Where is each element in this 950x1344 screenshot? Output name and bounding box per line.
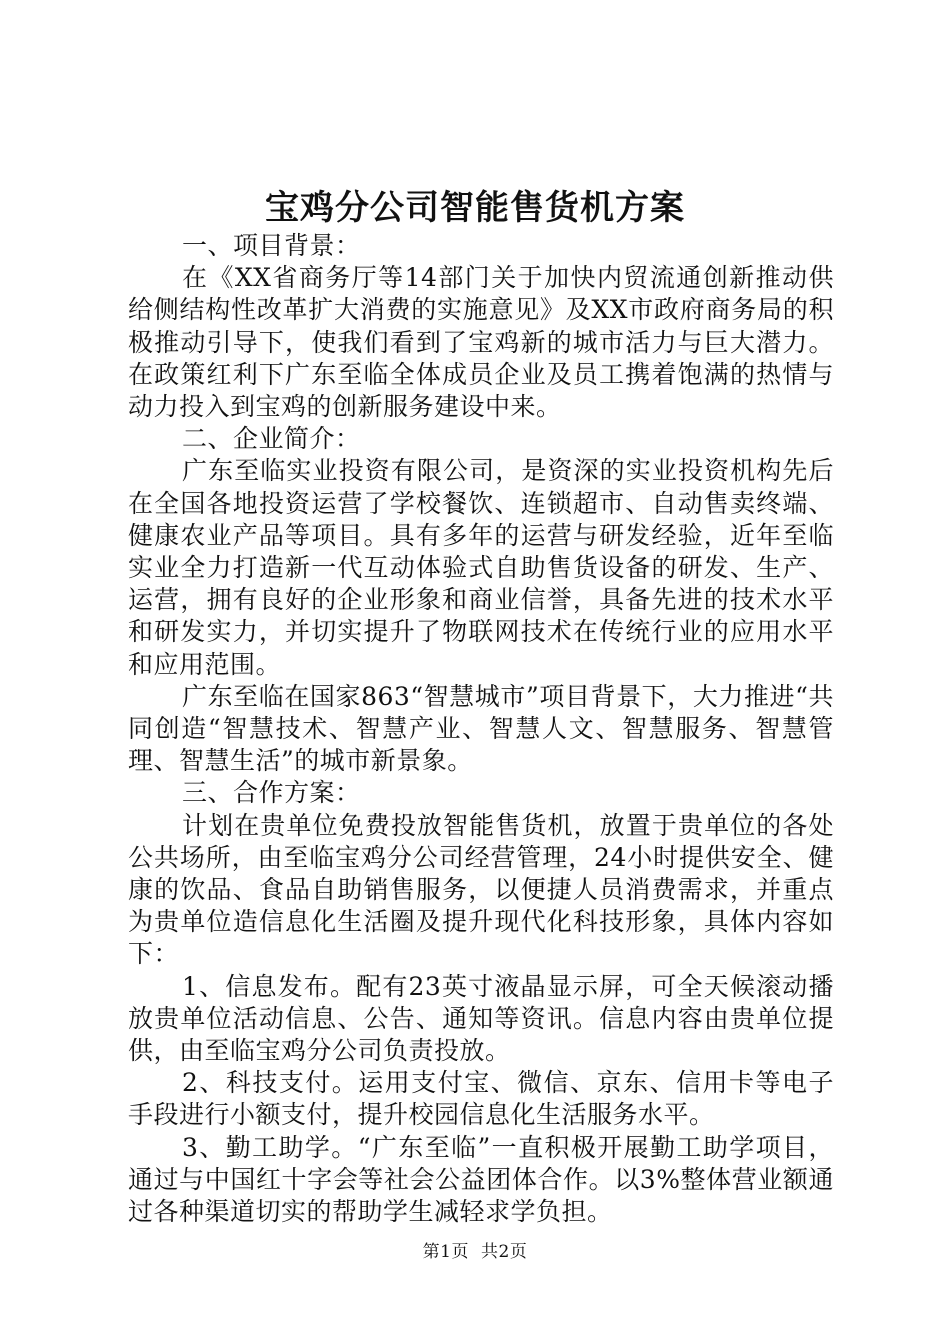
document-body	[128, 230, 834, 1228]
list-item-tech-payment: 2、科技支付。运用支付宝、微信、京东、信用卡等电子手段进行小额支付，提升校园信息化生活服务水平。	[128, 1068, 834, 1130]
list-item-work-study: 3、勤工助学。“广东至临”一直积极开展勤工助学项目，通过与中国红十字会等社会公益团体合作。以3%整体营业额通过各种渠道切实的帮助学生减轻求学负担。	[128, 1132, 834, 1227]
page-number-current: 第1页	[422, 1242, 469, 1262]
paragraph-company-intro: 广东至临实业投资有限公司，是资深的实业投资机构先后在全国各地投资运营了学校餐饮、连锁超市、自动售卖终端、健康农业产品等项目。具有多年的运营与研发经验，近年至临实业全力打造新一代互动体验式自助售货设备的研发、生产、运营，拥有良好的企业形象和商业信誉，具备先进的技术水平和研发实力，并切实提升了物联网技术在传统行业的应用水平和应用范围。	[128, 456, 834, 679]
page-number-total: 共2页	[481, 1242, 528, 1262]
paragraph-background: 在《XX省商务厅等14部门关于加快内贸流通创新推动供给侧结构性改革扩大消费的实施意见》及XX市政府商务局的积极推动引导下，使我们看到了宝鸡新的城市活力与巨大潜力。在政策红利下广东至临全体成员企业及员工携着饱满的热情与动力投入到宝鸡的创新服务建设中来。	[128, 263, 834, 422]
document-title: 宝鸡分公司智能售货机方案	[265, 188, 685, 228]
list-item-info-release: 1、信息发布。配有23英寸液晶显示屏，可全天候滚动播放贵单位活动信息、公告、通知等资讯。信息内容由贵单位提供，由至临宝鸡分公司负责投放。	[128, 971, 834, 1066]
paragraph-smart-city: 广东至临在国家863“智慧城市”项目背景下，大力推进“共同创造“智慧技术、智慧产业、智慧人文、智慧服务、智慧管理、智慧生活”的城市新景象。	[128, 681, 834, 776]
section-heading-cooperation: 三、合作方案：	[182, 778, 361, 808]
page-footer	[0, 1240, 950, 1264]
paragraph-cooperation-plan: 计划在贵单位免费投放智能售货机，放置于贵单位的各处公共场所，由至临宝鸡分公司经营管理，24小时提供安全、健康的饮品、食品自助销售服务，以便捷人员消费需求，并重点为贵单位造信息化生活圈及提升现代化科技形象，具体内容如下：	[128, 810, 834, 969]
section-heading-background: 一、项目背景：	[182, 231, 361, 260]
section-heading-company: 二、企业简介：	[182, 424, 361, 454]
